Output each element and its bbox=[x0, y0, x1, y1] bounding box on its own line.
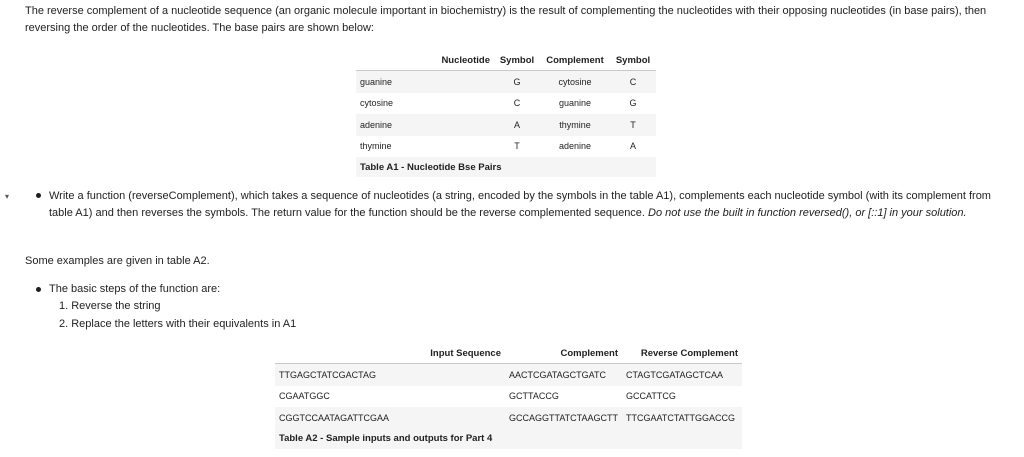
table-caption: Table A1 - Nucleotide Bse Pairs bbox=[356, 157, 656, 177]
step-item: 1. Reverse the string bbox=[59, 300, 161, 312]
header-symbol: Symbol bbox=[494, 51, 540, 71]
table-row bbox=[275, 364, 742, 386]
table-row bbox=[275, 386, 742, 408]
function-description-text: Write a function (reverseComplement), which takes a sequence of nucleotides (a string, encoded by the symbols in the table A1), complements each nucleotide symbol (with its complement from table A1) and then reverses the symbols. The return value for the function should be the reverse complemented sequence. bbox=[49, 190, 991, 219]
complement-symbol-cell: A bbox=[629, 141, 636, 152]
header-complement: Complement bbox=[505, 344, 622, 364]
table-row bbox=[356, 136, 656, 158]
table-header-row bbox=[356, 51, 656, 71]
bullet-icon bbox=[36, 287, 41, 292]
reverse-complement-cell: GCCATTCG bbox=[626, 391, 676, 402]
function-restriction-text: Do not use the built in function reversed(), or [::1] in your solution. bbox=[648, 207, 967, 219]
sample-table bbox=[275, 344, 742, 449]
examples-paragraph: Some examples are given in table A2. bbox=[25, 255, 210, 267]
complement-symbol-cell: C bbox=[610, 71, 656, 93]
table-caption: Table A2 - Sample inputs and outputs for Part 4 bbox=[275, 429, 742, 449]
header-reverse-complement: Reverse Complement bbox=[622, 344, 742, 364]
symbol-cell: T bbox=[514, 141, 520, 152]
complement-cell: cytosine bbox=[540, 71, 610, 93]
complement-cell: GCCAGGTTATCTAAGCTT bbox=[505, 407, 622, 429]
nucleotide-cell: guanine bbox=[356, 71, 494, 93]
nucleotide-cell: cytosine bbox=[360, 98, 394, 109]
complement-cell: GCTTACCG bbox=[509, 391, 559, 402]
bullet-icon bbox=[36, 193, 41, 198]
collapse-arrow-icon[interactable]: ▾ bbox=[5, 192, 10, 201]
step-item: 2. Replace the letters with their equivalents in A1 bbox=[59, 318, 297, 330]
symbol-cell: C bbox=[513, 98, 521, 109]
reverse-complement-cell: TTCGAATCTATTGGACCG bbox=[622, 407, 742, 429]
table-row bbox=[356, 114, 656, 136]
complement-cell: adenine bbox=[558, 141, 592, 152]
reverse-complement-cell: CTAGTCGATAGCTCAA bbox=[622, 364, 742, 386]
header-complement-symbol: Symbol bbox=[610, 51, 656, 71]
complement-cell: AACTCGATAGCTGATC bbox=[505, 364, 622, 386]
table-caption-row bbox=[275, 429, 742, 449]
table-header-row bbox=[275, 344, 742, 364]
input-sequence-cell: CGGTCCAATAGATTCGAA bbox=[275, 407, 505, 429]
header-nucleotide: Nucleotide bbox=[356, 51, 494, 71]
complement-symbol-cell: G bbox=[629, 98, 637, 109]
table-row bbox=[275, 407, 742, 429]
complement-symbol-cell: T bbox=[610, 114, 656, 136]
complement-cell: thymine bbox=[540, 114, 610, 136]
basic-steps-heading: The basic steps of the function are: bbox=[49, 283, 221, 295]
symbol-cell: G bbox=[494, 71, 540, 93]
header-complement: Complement bbox=[540, 51, 610, 71]
table-row bbox=[356, 71, 656, 93]
table-caption-row bbox=[356, 157, 656, 177]
nucleotide-table bbox=[356, 51, 656, 177]
table-row bbox=[356, 93, 656, 115]
nucleotide-cell: adenine bbox=[356, 114, 494, 136]
complement-cell: guanine bbox=[558, 98, 592, 109]
intro-paragraph: The reverse complement of a nucleotide sequence (an organic molecule important in biochemistry) is the result of complementing the nucleotides with their opposing nucleotides (in base pairs), then reversing the order of the nucleotides. The base pairs are shown below: bbox=[25, 5, 987, 34]
symbol-cell: A bbox=[494, 114, 540, 136]
input-sequence-cell: TTGAGCTATCGACTAG bbox=[275, 364, 505, 386]
input-sequence-cell: CGAATGGC bbox=[279, 391, 330, 402]
nucleotide-cell: thymine bbox=[360, 141, 392, 152]
header-input-sequence: Input Sequence bbox=[275, 344, 505, 364]
function-description bbox=[49, 188, 1009, 222]
